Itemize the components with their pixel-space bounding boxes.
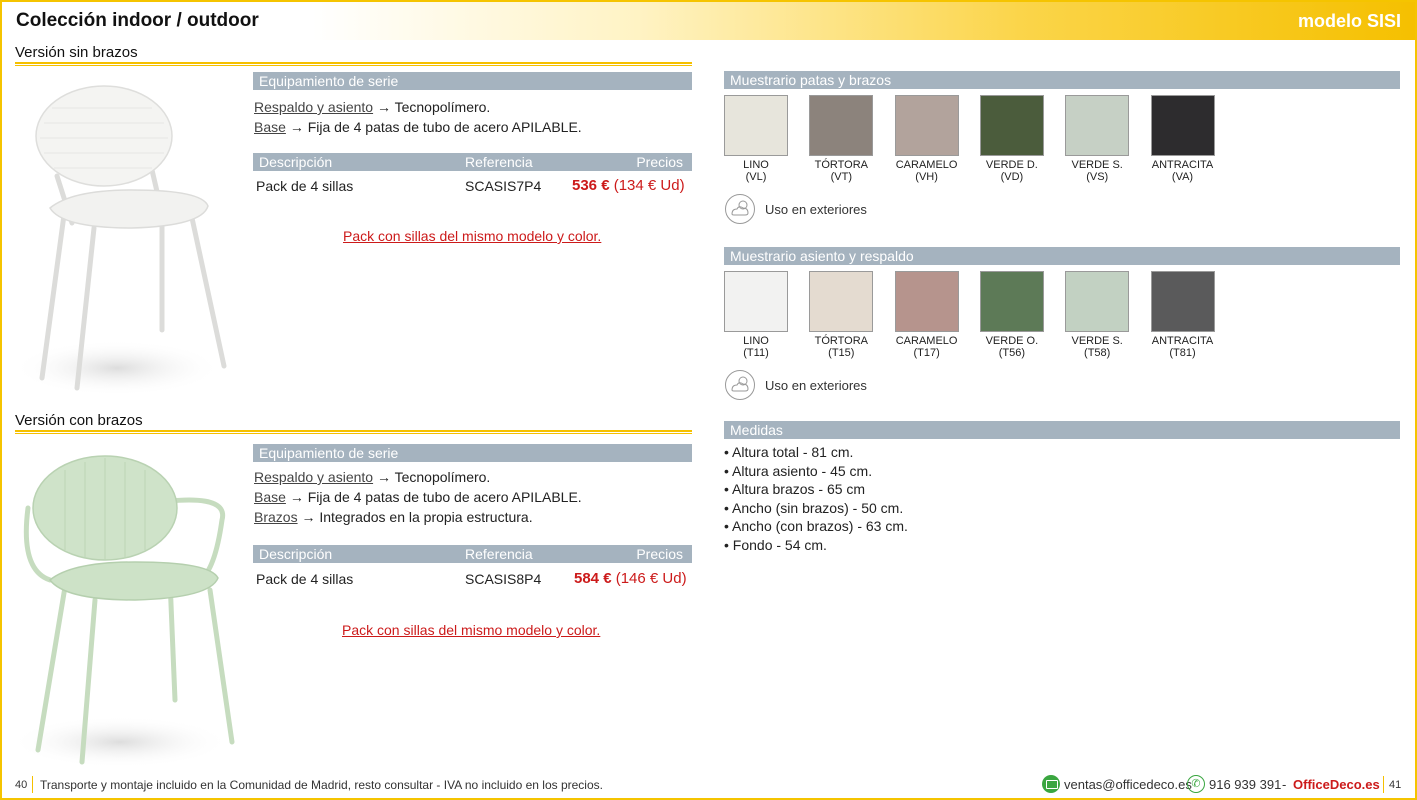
spec-key: Base [254,119,286,135]
arrow-icon: → [301,509,316,525]
legs-swatch-label [711,159,801,183]
seat-swatch [980,271,1044,332]
section-title-sin-brazos: Versión sin brazos [15,44,138,61]
swatch-color-name: VERDE D. [985,159,1038,171]
spec-value: Tecnopolímero. [394,469,491,485]
swatch-color-code: (T58) [1084,347,1111,359]
collection-title: Colección indoor / outdoor [16,10,259,31]
arrow-icon: → [289,489,304,505]
swatch-color-code: (T11) [743,347,769,359]
page-number-left: 40 [15,779,28,791]
footer-dash: - [1282,777,1287,792]
spec-base-con [254,489,582,505]
swatch-color-name: VERDE O. [985,335,1039,347]
footer-separator [1383,776,1384,793]
footer-separator [32,776,33,793]
seat-swatch-label [967,335,1057,359]
swatch-color-name: ANTRACITA [1151,159,1214,171]
row-price-con [574,570,687,587]
col-referencia: Referencia [465,546,533,562]
measure-item: • Ancho (sin brazos) - 50 cm. [724,500,908,519]
measure-item: • Fondo - 54 cm. [724,537,908,556]
legs-swatch [724,95,788,156]
legs-samples-header: Muestrario patas y brazos [724,71,1400,89]
seat-swatch [895,271,959,332]
swatch-color-name: VERDE S. [1071,335,1123,347]
swatch-color-name: ANTRACITA [1151,335,1214,347]
price-total: 536 € [572,177,610,194]
spec-value: Fija de 4 patas de tubo de acero APILABLE. [307,119,582,135]
spec-key: Respaldo y asiento [254,469,374,485]
section-title-con-brazos: Versión con brazos [15,412,143,429]
section-divider [15,62,692,66]
seat-swatch-label [711,335,801,359]
spec-value: Fija de 4 patas de tubo de acero APILABLE. [307,489,582,505]
row-desc-sin: Pack de 4 sillas [256,178,354,194]
phone-icon: ✆ [1187,775,1205,793]
measures-header: Medidas [724,421,1400,439]
swatch-color-code: (VT) [830,171,852,183]
spec-key: Base [254,489,286,505]
legs-swatch-label [882,159,972,183]
row-ref-con: SCASIS8P4 [465,571,542,587]
col-descripcion: Descripción [259,546,333,562]
swatch-color-name: TÓRTORA [814,335,868,347]
footer-note: Transporte y montaje incluido en la Comunidad de Madrid, resto consultar - IVA no incluido en los precios. [40,778,603,792]
outdoor-weather-icon [725,194,755,224]
pack-note-link-con[interactable]: Pack con sillas del mismo modelo y color. [342,622,601,638]
outdoor-weather-icon [725,370,755,400]
swatch-color-name: CARAMELO [895,159,958,171]
outdoor-use-label-seat: Uso en exteriores [765,378,867,393]
measures-list [724,444,908,555]
swatch-color-code: (VA) [1171,171,1194,183]
pack-note-link-sin[interactable]: Pack con sillas del mismo modelo y color. [343,228,602,244]
price-unit: (134 € Ud) [613,177,685,194]
legs-swatch-label [1052,159,1142,183]
col-descripcion: Descripción [259,154,333,170]
legs-swatch-label [796,159,886,183]
swatch-color-code: (T81) [1169,347,1196,359]
arrow-icon: → [376,469,391,485]
legs-swatch-label [1138,159,1228,183]
spec-base-sin [254,119,582,135]
price-total: 584 € [574,570,612,587]
chair-image-sin-brazos [12,78,237,396]
row-desc-con: Pack de 4 sillas [256,571,354,587]
outdoor-use-label-legs: Uso en exteriores [765,202,867,217]
spec-brazos-con [254,509,533,525]
swatch-color-code: (VH) [915,171,938,183]
equipment-header-sin: Equipamiento de serie [253,72,692,90]
measure-item: • Altura brazos - 65 cm [724,481,908,500]
page-number-right: 41 [1389,779,1402,791]
swatch-color-code: (VD) [1000,171,1024,183]
arrow-icon: → [289,119,304,135]
col-referencia: Referencia [465,154,533,170]
row-price-sin [572,177,685,194]
swatch-color-code: (VS) [1086,171,1109,183]
seat-swatch [1151,271,1215,332]
price-table-header-con [253,545,692,563]
legs-swatch [809,95,873,156]
legs-swatch [980,95,1044,156]
col-precios: Precios [636,546,683,562]
footer-brand-link[interactable]: OfficeDeco.es [1293,777,1380,792]
row-ref-sin: SCASIS7P4 [465,178,542,194]
seat-swatch [724,271,788,332]
swatch-color-code: (T15) [828,347,855,359]
price-table-header-sin [253,153,692,171]
price-unit: (146 € Ud) [615,570,687,587]
model-title: modelo SISI [1297,11,1401,31]
measure-item: • Ancho (con brazos) - 63 cm. [724,518,908,537]
legs-swatch [895,95,959,156]
swatch-color-code: (VL) [745,171,767,183]
seat-swatch-label [1138,335,1228,359]
swatch-color-name: TÓRTORA [814,159,868,171]
seat-samples-header: Muestrario asiento y respaldo [724,247,1400,265]
legs-swatch-label [967,159,1057,183]
col-precios: Precios [636,154,683,170]
footer-phone[interactable]: 916 939 391 [1209,777,1282,792]
seat-swatch-label [796,335,886,359]
measure-item: • Altura total - 81 cm. [724,444,908,463]
section-divider [15,430,692,434]
legs-swatch [1065,95,1129,156]
swatch-color-code: (T17) [913,347,940,359]
spec-key: Respaldo y asiento [254,99,374,115]
page-header [2,2,1415,40]
swatch-color-name: LINO [743,335,769,347]
arrow-icon: → [376,99,391,115]
email-icon [1042,775,1060,793]
legs-swatch [1151,95,1215,156]
measure-item: • Altura asiento - 45 cm. [724,463,908,482]
spec-key: Brazos [254,509,298,525]
swatch-color-name: LINO [743,159,769,171]
swatch-color-code: (T56) [998,347,1026,359]
footer-email-link[interactable]: ventas@officedeco.es [1064,777,1192,792]
spec-respaldo-con [254,469,490,485]
swatch-color-name: VERDE S. [1071,159,1123,171]
spec-respaldo-sin [254,99,490,115]
seat-swatch [1065,271,1129,332]
equipment-header-con: Equipamiento de serie [253,444,692,462]
spec-value: Integrados en la propia estructura. [319,509,533,525]
chair-image-con-brazos [10,450,245,768]
swatch-color-name: CARAMELO [895,335,958,347]
spec-value: Tecnopolímero. [394,99,491,115]
seat-swatch-label [882,335,972,359]
seat-swatch-label [1052,335,1142,359]
seat-swatch [809,271,873,332]
